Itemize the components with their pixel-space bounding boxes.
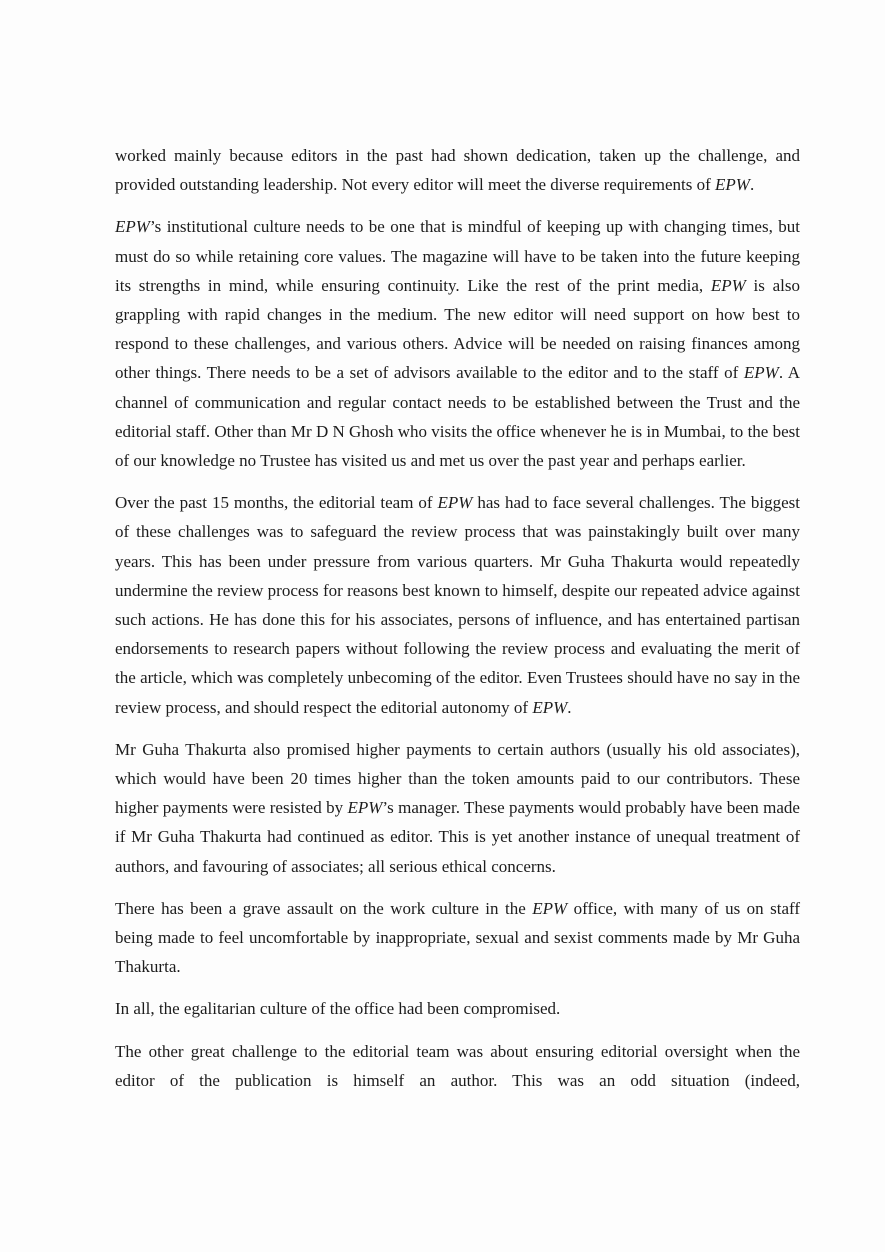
text-segment: ’s manager. These payments would probably have been made if Mr Guha Thakurta had continued as editor. This is yet another instance of unequal treatment of authors, and favouring of associates; all serious ethical concerns. [115,798,800,876]
text-segment: Over the past 15 months, the editorial team of [115,493,438,513]
text-segment: In all, the egalitarian culture of the office had been compromised. [115,999,561,1019]
text-segment: has had to face several challenges. The biggest of these challenges was to safeguard the review process that was painstakingly built over many years. This has been under pressure from various quarters. Mr Guha Thakurta would repeatedly undermine the review process for reasons best known to himself, despite our repeated advice against such actions. He has done this for his associates, persons of influence, and has entertained partisan endorsements to research papers without following the review process and evaluating the merit of the article, which was completely unbecoming of the editor. Even Trustees should have no say in the review process, and should respect the editorial autonomy of [115,493,800,717]
text-segment: office, with many of us on staff being made to feel uncomfortable by inappropriate, sexual and sexist comments made by Mr Guha Thakurta. [115,898,801,977]
italic-publication-name: EPW [115,217,150,237]
paragraph [115,735,800,881]
paragraph [115,488,800,722]
italic-publication-name: EPW [743,363,779,383]
text-segment: worked mainly because editors in the past had shown dedication, taken up the challenge, and provided outstanding leadership. Not every editor will meet the diverse requirements of [115,146,800,195]
text-segment: . [567,697,572,717]
paragraph [115,212,800,475]
paragraph [115,141,800,199]
text-segment: . [749,175,755,195]
italic-publication-name: EPW [715,175,750,195]
italic-publication-name: EPW [710,275,746,295]
paragraph [115,994,800,1023]
text-segment: . A channel of communication and regular contact needs to be established between the Trust and the editorial staff. Other than Mr D N Ghosh who visits the office whenever he is in Mumbai, to the best of our knowledge no Trustee has visited us and met us over the past year and perhaps earlier. [115,363,800,471]
italic-publication-name: EPW [532,898,568,918]
text-segment: ’s institutional culture needs to be one that is mindful of keeping up with changing times, but must do so while retaining core values. The magazine will have to be taken into the future keeping its strengths in mind, while ensuring continuity. Like the rest of the print media, [115,217,800,295]
text-segment: The other great challenge to the editorial team was about ensuring editorial oversight when the editor of the publication is himself an author. This was an odd situation (indeed, [115,1041,800,1090]
italic-publication-name: EPW [532,697,568,717]
italic-publication-name: EPW [347,798,383,818]
document-body [115,141,800,1095]
text-segment: Mr Guha Thakurta also promised higher payments to certain authors (usually his old associates), which would have been 20 times higher than the token amounts paid to our contributors. These higher payments were resisted by [115,739,800,818]
paragraph [115,894,800,982]
paragraph [115,1037,800,1095]
italic-publication-name: EPW [437,493,473,513]
text-segment: There has been a grave assault on the work culture in the [115,898,533,918]
text-segment: is also grappling with rapid changes in the medium. The new editor will need support on how best to respond to these challenges, and various others. Advice will be needed on raising finances among other things. There needs to be a set of advisors available to the editor and to the staff of [115,275,800,383]
